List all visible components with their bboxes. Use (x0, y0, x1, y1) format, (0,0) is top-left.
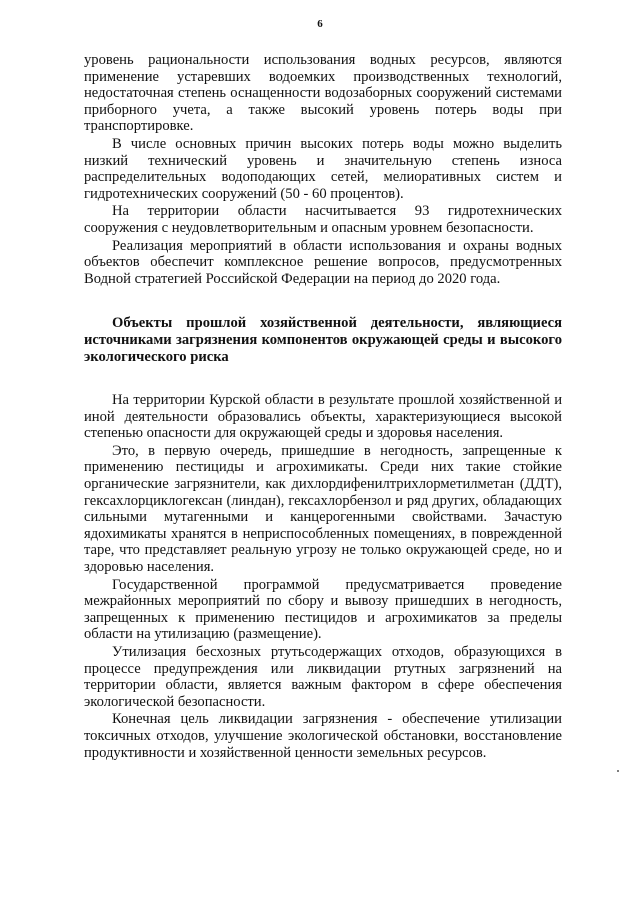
paragraph-pesticides: Это, в первую очередь, пришедшие в негодность, запрещенные к применению пестициды и агрохимикаты. Среди них такие стойкие органические загрязнители, как дихлордифенилтрихлорметилметан (ДДТ), гексахлорциклогексан (линдан), гексахлорбензол и ряд других, обладающих сильными мутагенными и канцерогенными свойствами. Зачастую ядохимикаты хранятся в неприспособленных помещениях, в поврежденной таре, что представляет реальную угрозу не только окружающей среде, но и здоровью населения. (84, 442, 562, 576)
paragraph-water-strategy: Реализация мероприятий в области использования и охраны водных объектов обеспечит комплексное решение вопросов, предусмотренных Водной стратегией Российской Федерации на период до 2020 года. (84, 237, 562, 287)
paragraph-mercury-waste: Утилизация бесхозных ртутьсодержащих отходов, образующихся в процессе предупреждения или ликвидации ртутных загрязнений на территории области, является важным фактором в сфере обеспечения экологической безопасности. (84, 644, 562, 710)
scan-speck (617, 770, 619, 772)
page-number: 6 (317, 18, 323, 30)
paragraph-water-losses: В числе основных причин высоких потерь воды можно выделить низкий технический уровень и значительную степень износа распределительных водоподающих сетей, мелиоративных систем и гидротехнических сооружений (50 - 60 процентов). (84, 135, 562, 202)
paragraph-past-activity-objects: На территории Курской области в результате прошлой хозяйственной и иной деятельности образовались объекты, характеризующиеся высокой степенью опасности для окружающей среды и здоровья населения. (84, 392, 562, 442)
paragraph-final-goal: Конечная цель ликвидации загрязнения - обеспечение утилизации токсичных отходов, улучшение экологической обстановки, восстановление продуктивности и хозяйственной ценности земельных ресурсов. (84, 711, 562, 761)
paragraph-hydraulic-structures: На территории области насчитывается 93 гидротехнических сооружения с неудовлетворительным и опасным уровнем безопасности. (84, 203, 562, 236)
paragraph-water-rationality: уровень рациональности использования водных ресурсов, являются применение устаревших водоемких производственных технологий, недостаточная степень оснащенности водозаборных сооружений системами приборного учета, а также высокий уровень потерь воды при транспортировке. (84, 52, 562, 135)
document-body (84, 52, 562, 761)
section-heading: Объекты прошлой хозяйственной деятельности, являющиеся источниками загрязнения компонентов окружающей среды и высокого экологического риска (84, 315, 562, 365)
paragraph-state-program: Государственной программой предусматривается проведение межрайонных мероприятий по сбору и вывозу пришедших в негодность, запрещенных к применению пестицидов и агрохимикатов за пределы области на утилизацию (размещение). (84, 576, 562, 643)
